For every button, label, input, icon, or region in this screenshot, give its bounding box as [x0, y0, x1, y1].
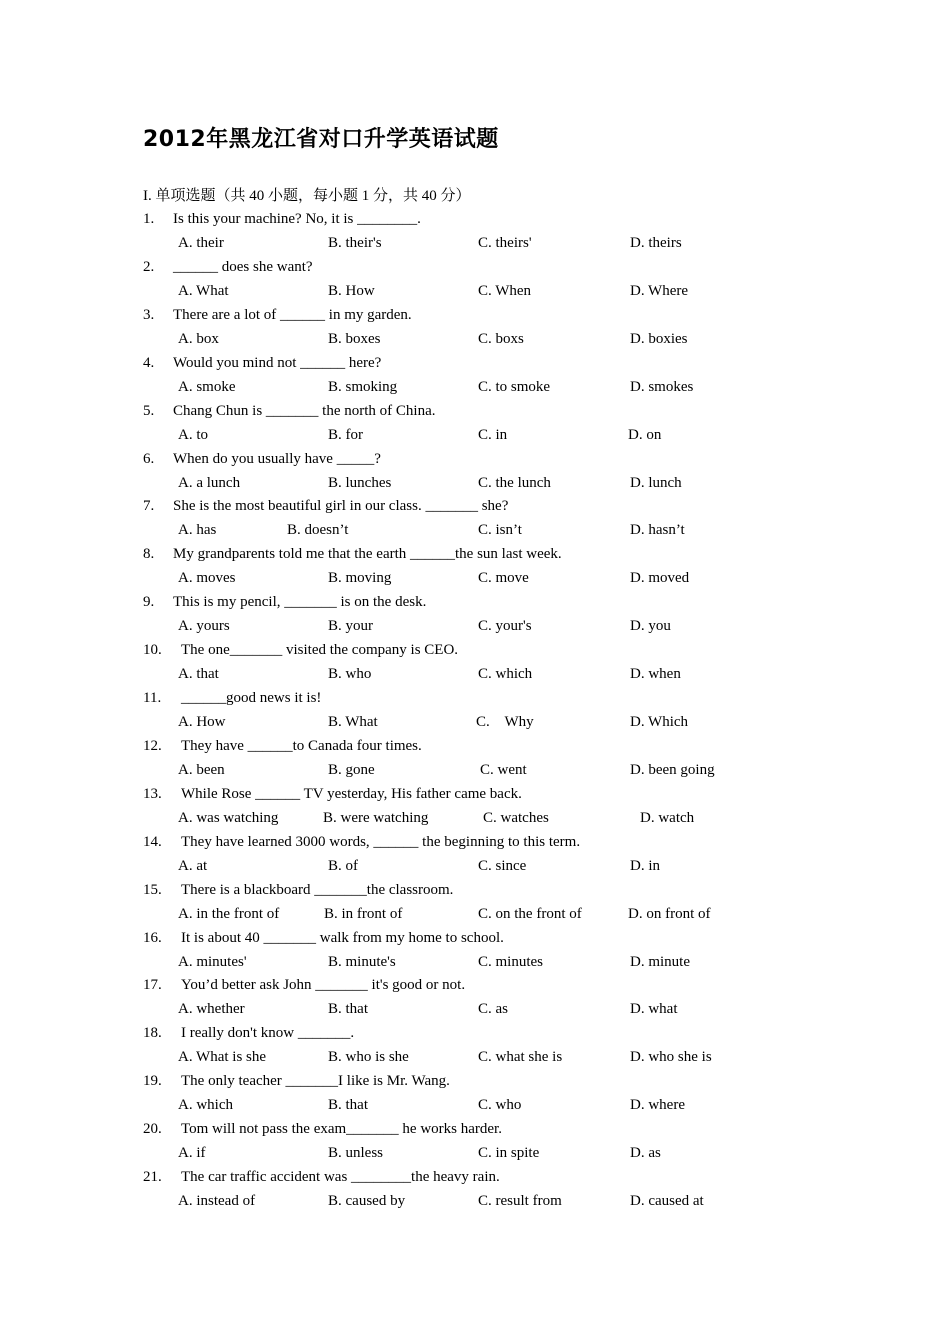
option-d: D. smokes — [630, 379, 694, 395]
option-a: A. whether — [178, 1001, 245, 1017]
option-c: C. move — [478, 570, 529, 586]
option-d: D. lunch — [630, 475, 682, 491]
option-b: B. gone — [328, 762, 375, 778]
option-a: A. been — [178, 762, 225, 778]
option-b: B. of — [328, 858, 358, 874]
question-stem-row — [0, 831, 950, 853]
option-b: B. doesn’t — [287, 522, 349, 538]
question-stem: The only teacher _______I like is Mr. Wang. — [181, 1073, 450, 1089]
option-a: A. in the front of — [178, 906, 280, 922]
question-number: 14. — [143, 834, 162, 850]
question-stem-row — [0, 1022, 950, 1044]
option-c: C. When — [478, 283, 532, 299]
option-a: A. which — [178, 1097, 233, 1113]
answer-options-row — [0, 280, 950, 302]
answer-options-row — [0, 1046, 950, 1068]
answer-options-row — [0, 1094, 950, 1116]
answer-options-row — [0, 663, 950, 685]
answer-options-row — [0, 424, 950, 446]
option-d: D. as — [630, 1145, 661, 1161]
option-a: A. at — [178, 858, 208, 874]
question-stem-row — [0, 495, 950, 517]
option-d: D. watch — [640, 810, 695, 826]
answer-options-row — [0, 519, 950, 541]
option-c: C. to smoke — [478, 379, 551, 395]
question-stem: They have learned 3000 words, ______ the beginning to this term. — [181, 834, 581, 850]
question-number: 3. — [143, 307, 155, 323]
question-number: 18. — [143, 1025, 162, 1041]
option-d: D. you — [630, 618, 671, 634]
question-number: 5. — [143, 403, 155, 419]
option-b: B. for — [328, 427, 363, 443]
option-a: A. has — [178, 522, 217, 538]
option-a: A. box — [178, 331, 219, 347]
question-stem-row — [0, 352, 950, 374]
question-stem: My grandparents told me that the earth ______the sun last week. — [173, 546, 562, 562]
question-stem-row — [0, 783, 950, 805]
answer-options-row — [0, 759, 950, 781]
option-d: D. caused at — [630, 1193, 704, 1209]
option-b: B. minute's — [328, 954, 396, 970]
option-d: D. on front of — [628, 906, 711, 922]
question-stem: Tom will not pass the exam_______ he works harder. — [181, 1121, 502, 1137]
question-stem: Would you mind not ______ here? — [173, 355, 382, 371]
option-d: D. where — [630, 1097, 685, 1113]
option-d: D. in — [630, 858, 660, 874]
answer-options-row — [0, 376, 950, 398]
question-stem-row — [0, 879, 950, 901]
answer-options-row — [0, 328, 950, 350]
option-d: D. who she is — [630, 1049, 712, 1065]
option-c: C. what she is — [478, 1049, 563, 1065]
option-d: D. boxies — [630, 331, 688, 347]
option-d: D. on — [628, 427, 662, 443]
question-stem: While Rose ______ TV yesterday, His father came back. — [181, 786, 522, 802]
option-c: C. isn’t — [478, 522, 522, 538]
option-c: C. result from — [478, 1193, 562, 1209]
question-number: 9. — [143, 594, 155, 610]
option-b: B. lunches — [328, 475, 392, 491]
question-stem-row — [0, 974, 950, 996]
answer-options-row — [0, 807, 950, 829]
option-c: C. watches — [483, 810, 549, 826]
question-stem-row — [0, 448, 950, 470]
question-number: 20. — [143, 1121, 162, 1137]
option-c: C. the lunch — [478, 475, 551, 491]
question-stem: This is my pencil, _______ is on the desk. — [173, 594, 427, 610]
option-d: D. when — [630, 666, 681, 682]
option-d: D. Where — [630, 283, 689, 299]
option-c: C. boxs — [478, 331, 524, 347]
option-c: C. on the front of — [478, 906, 582, 922]
question-stem: They have ______to Canada four times. — [181, 738, 422, 754]
question-number: 17. — [143, 977, 162, 993]
section-heading: I. 单项选题（共 40 小题，每小题 1 分，共 40 分） — [143, 188, 471, 204]
option-a: A. instead of — [178, 1193, 256, 1209]
question-stem: I really don't know _______. — [181, 1025, 355, 1041]
question-stem-row — [0, 1118, 950, 1140]
option-a: A. a lunch — [178, 475, 241, 491]
question-number: 15. — [143, 882, 162, 898]
option-d: D. moved — [630, 570, 690, 586]
option-a: A. their — [178, 235, 224, 251]
option-c: C. who — [478, 1097, 522, 1113]
question-number: 11. — [143, 690, 162, 706]
question-number: 19. — [143, 1073, 162, 1089]
question-stem: She is the most beautiful girl in our class. _______ she? — [173, 498, 509, 514]
option-c: C. as — [478, 1001, 508, 1017]
question-number: 13. — [143, 786, 162, 802]
option-c: C. went — [480, 762, 527, 778]
answer-options-row — [0, 615, 950, 637]
page-title: 2012年黑龙江省对口升学英语试题 — [143, 127, 499, 152]
answer-options-row — [0, 855, 950, 877]
question-number: 4. — [143, 355, 155, 371]
question-stem-row — [0, 927, 950, 949]
option-b: B. smoking — [328, 379, 398, 395]
question-stem: The one_______ visited the company is CEO. — [181, 642, 459, 658]
option-a: A. minutes' — [178, 954, 247, 970]
option-a: A. yours — [178, 618, 230, 634]
option-b: B. caused by — [328, 1193, 406, 1209]
question-stem: ______good news it is! — [181, 690, 322, 706]
option-a: A. What — [178, 283, 229, 299]
option-b: B. moving — [328, 570, 392, 586]
option-c: C. in — [478, 427, 508, 443]
question-number: 21. — [143, 1169, 162, 1185]
answer-options-row — [0, 1190, 950, 1212]
question-stem-row — [0, 687, 950, 709]
option-d: D. minute — [630, 954, 690, 970]
question-stem-row — [0, 400, 950, 422]
answer-options-row — [0, 1142, 950, 1164]
question-stem: The car traffic accident was ________the heavy rain. — [181, 1169, 500, 1185]
question-stem-row — [0, 591, 950, 613]
option-a: A. that — [178, 666, 219, 682]
question-stem-row — [0, 208, 950, 230]
option-c: C. Why — [476, 714, 534, 730]
option-a: A. What is she — [178, 1049, 267, 1065]
answer-options-row — [0, 998, 950, 1020]
question-stem: Is this your machine? No, it is ________. — [173, 211, 421, 227]
question-stem: Chang Chun is _______ the north of China. — [173, 403, 436, 419]
option-a: A. moves — [178, 570, 236, 586]
question-stem: When do you usually have _____? — [173, 451, 381, 467]
answer-options-row — [0, 232, 950, 254]
option-b: B. in front of — [324, 906, 403, 922]
option-c: C. since — [478, 858, 527, 874]
answer-options-row — [0, 903, 950, 925]
question-stem-row — [0, 639, 950, 661]
option-c: C. which — [478, 666, 533, 682]
question-stem: It is about 40 _______ walk from my home to school. — [181, 930, 504, 946]
answer-options-row — [0, 567, 950, 589]
question-stem: There is a blackboard _______the classroom. — [181, 882, 454, 898]
question-number: 12. — [143, 738, 162, 754]
question-stem-row — [0, 1166, 950, 1188]
option-d: D. hasn’t — [630, 522, 685, 538]
question-number: 6. — [143, 451, 155, 467]
question-stem-row — [0, 1070, 950, 1092]
option-b: B. How — [328, 283, 375, 299]
question-stem-row — [0, 735, 950, 757]
option-b: B. your — [328, 618, 373, 634]
question-stem: There are a lot of ______ in my garden. — [173, 307, 412, 323]
option-a: A. smoke — [178, 379, 236, 395]
question-stem-row — [0, 304, 950, 326]
option-b: B. who — [328, 666, 372, 682]
option-d: D. Which — [630, 714, 689, 730]
option-c: C. in spite — [478, 1145, 540, 1161]
option-a: A. if — [178, 1145, 206, 1161]
option-c: C. your's — [478, 618, 532, 634]
option-a: A. to — [178, 427, 208, 443]
question-number: 16. — [143, 930, 162, 946]
question-stem-row — [0, 543, 950, 565]
option-a: A. was watching — [178, 810, 279, 826]
question-stem: ______ does she want? — [173, 259, 313, 275]
question-number: 8. — [143, 546, 155, 562]
question-number: 7. — [143, 498, 155, 514]
option-b: B. that — [328, 1001, 368, 1017]
option-d: D. what — [630, 1001, 678, 1017]
question-number: 10. — [143, 642, 162, 658]
option-b: B. who is she — [328, 1049, 409, 1065]
option-b: B. that — [328, 1097, 368, 1113]
option-c: C. theirs' — [478, 235, 532, 251]
answer-options-row — [0, 472, 950, 494]
option-b: B. unless — [328, 1145, 384, 1161]
option-c: C. minutes — [478, 954, 544, 970]
option-b: B. their's — [328, 235, 382, 251]
option-b: B. boxes — [328, 331, 381, 347]
option-d: D. theirs — [630, 235, 682, 251]
answer-options-row — [0, 711, 950, 733]
question-number: 2. — [143, 259, 155, 275]
option-b: B. What — [328, 714, 378, 730]
option-b: B. were watching — [323, 810, 429, 826]
question-number: 1. — [143, 211, 155, 227]
question-stem-row — [0, 256, 950, 278]
question-stem: You’d better ask John _______ it's good or not. — [181, 977, 466, 993]
option-a: A. How — [178, 714, 226, 730]
answer-options-row — [0, 951, 950, 973]
option-d: D. been going — [630, 762, 715, 778]
